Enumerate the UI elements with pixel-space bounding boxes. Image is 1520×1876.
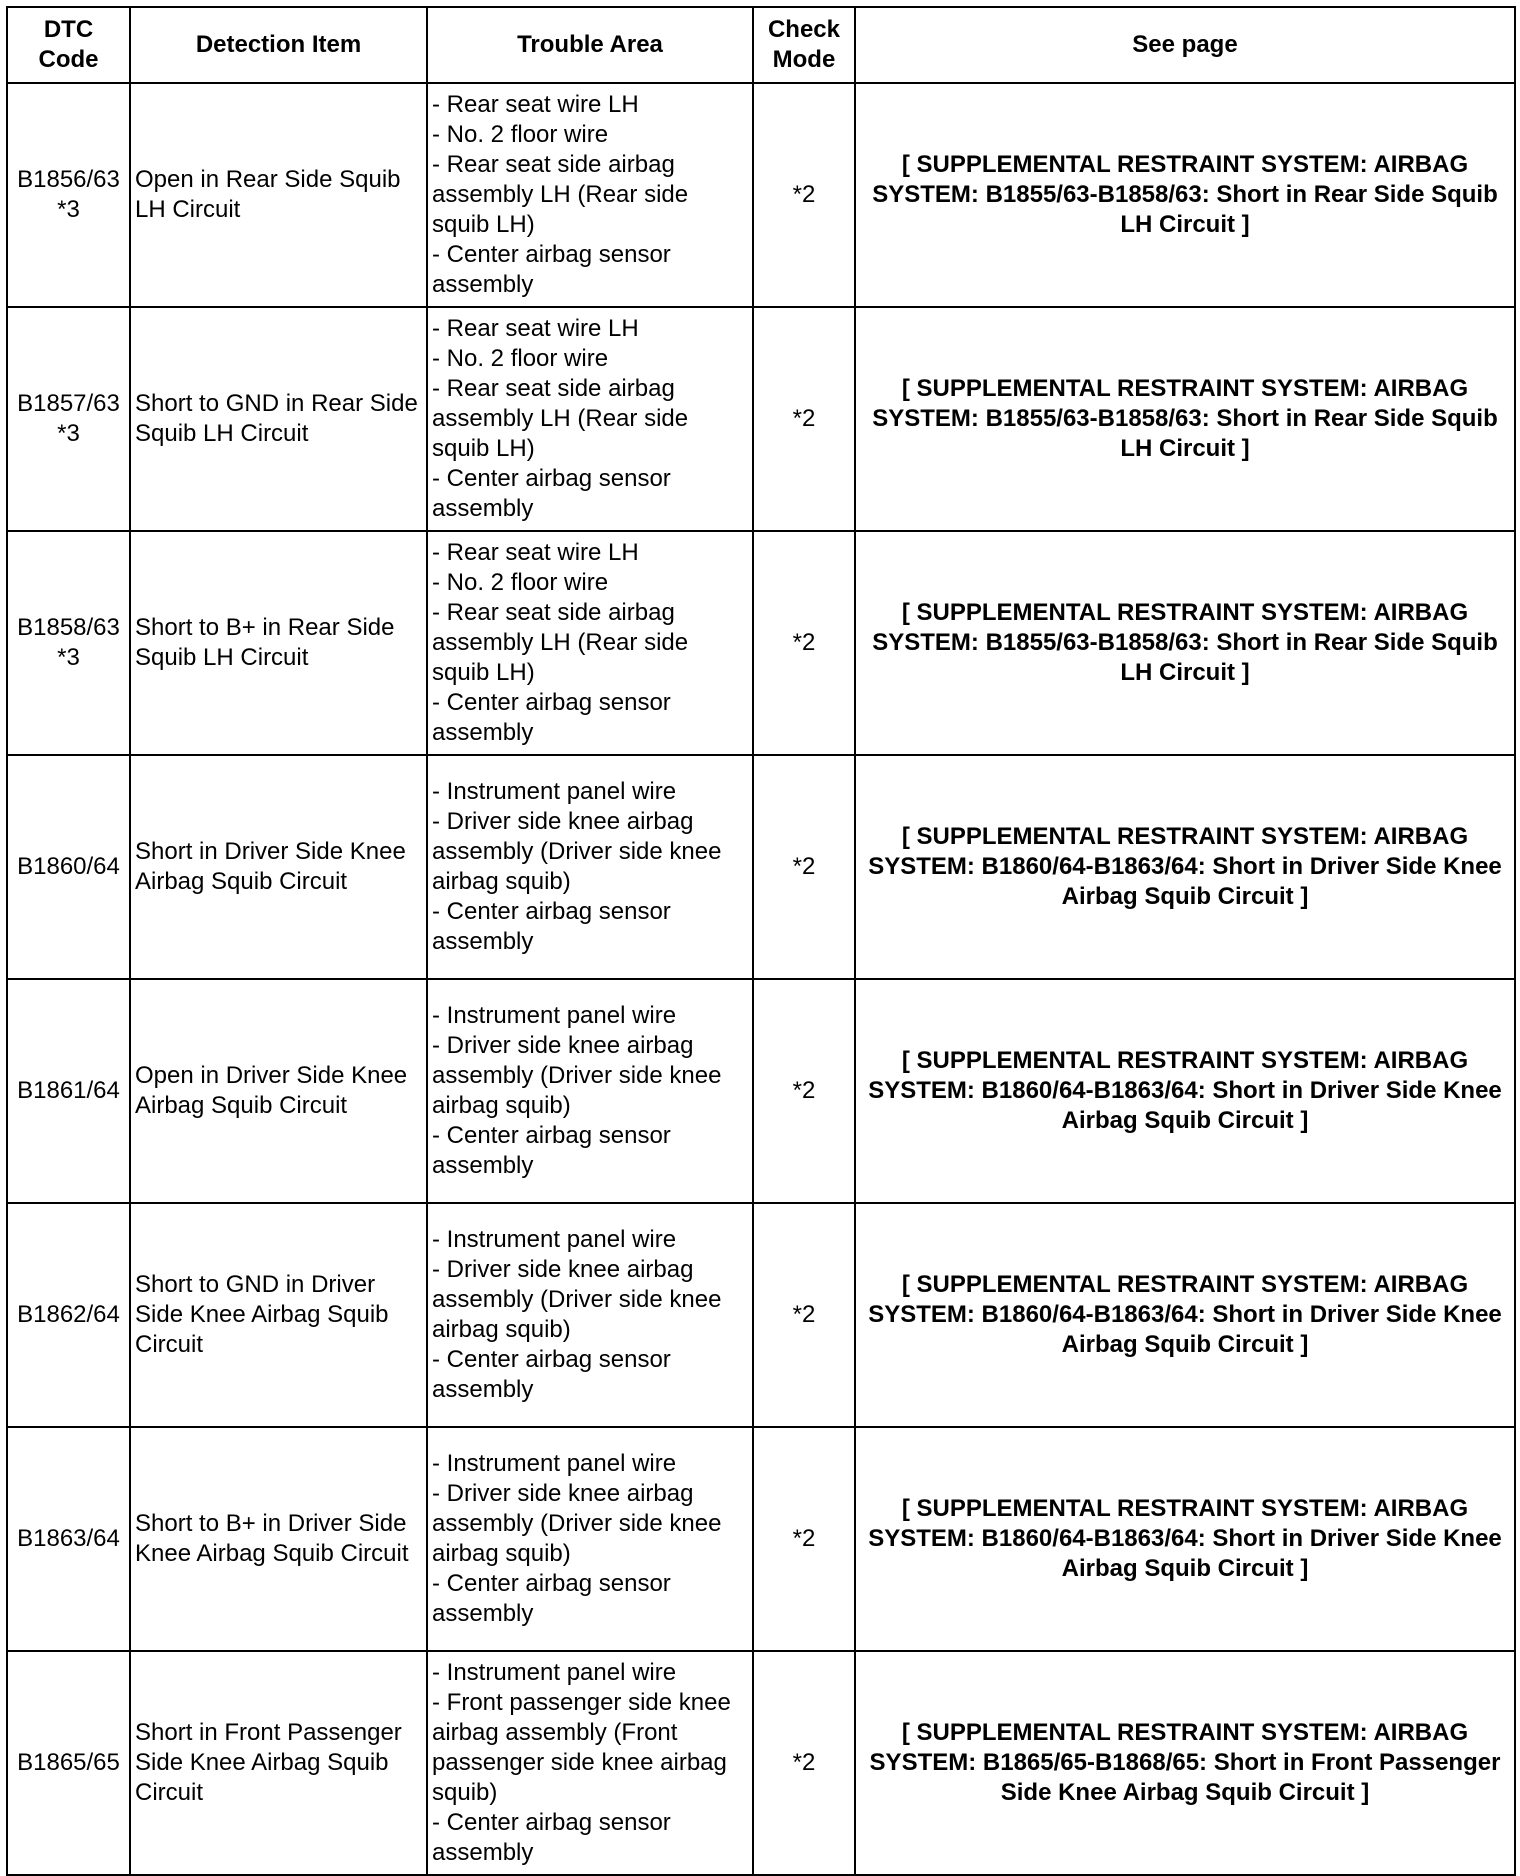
see-page-reference: [ SUPPLEMENTAL RESTRAINT SYSTEM: AIRBAG SYSTEM: B1865/65-B1868/65: Short in Front Passenger Side Knee Airbag Squib Circuit ] bbox=[855, 1651, 1515, 1875]
dtc-code-cell bbox=[7, 979, 130, 1203]
trouble-area-line: - Instrument panel wire bbox=[432, 1450, 677, 1477]
dtc-code-cell bbox=[7, 1651, 130, 1875]
trouble-area-line: assembly bbox=[432, 928, 534, 955]
trouble-area-line: squib) bbox=[432, 1779, 498, 1806]
header-dtc-code bbox=[7, 7, 130, 83]
detection-item-cell: Short in Driver Side Knee Airbag Squib Circuit bbox=[130, 755, 427, 979]
trouble-area-line: - Center airbag sensor bbox=[432, 465, 671, 492]
trouble-area-line: passenger side knee airbag bbox=[432, 1749, 727, 1776]
dtc-table bbox=[6, 6, 1516, 1876]
dtc-code-cell bbox=[7, 1427, 130, 1651]
trouble-area-line: assembly bbox=[432, 719, 534, 746]
header-check-mode-line-2: Mode bbox=[772, 46, 836, 73]
dtc-code: B1856/63 bbox=[17, 166, 120, 193]
detection-item-cell: Short to B+ in Driver Side Knee Airbag Squib Circuit bbox=[130, 1427, 427, 1651]
dtc-code-cell bbox=[7, 531, 130, 755]
header-dtc-code-line-1: DTC bbox=[43, 16, 94, 43]
trouble-area-line: - Rear seat side airbag bbox=[432, 375, 675, 402]
trouble-area-line: - Center airbag sensor bbox=[432, 1570, 671, 1597]
header-see-page: See page bbox=[855, 7, 1515, 83]
dtc-code: B1858/63 bbox=[17, 614, 120, 641]
trouble-area-line: - No. 2 floor wire bbox=[432, 121, 609, 148]
table-row bbox=[7, 1651, 1515, 1875]
trouble-area-line: assembly (Driver side knee bbox=[432, 1062, 722, 1089]
trouble-area-line: - Center airbag sensor bbox=[432, 1346, 671, 1373]
trouble-area-line: - No. 2 floor wire bbox=[432, 569, 609, 596]
trouble-area-cell bbox=[427, 1651, 753, 1875]
dtc-code: B1865/65 bbox=[17, 1749, 120, 1776]
dtc-code-cell bbox=[7, 83, 130, 307]
dtc-code-cell bbox=[7, 755, 130, 979]
see-page-reference: [ SUPPLEMENTAL RESTRAINT SYSTEM: AIRBAG SYSTEM: B1860/64-B1863/64: Short in Driver Side Knee Airbag Squib Circuit ] bbox=[855, 755, 1515, 979]
dtc-code: *3 bbox=[57, 196, 80, 223]
detection-item-cell: Open in Rear Side Squib LH Circuit bbox=[130, 83, 427, 307]
see-page-reference: [ SUPPLEMENTAL RESTRAINT SYSTEM: AIRBAG SYSTEM: B1860/64-B1863/64: Short in Driver Side Knee Airbag Squib Circuit ] bbox=[855, 1427, 1515, 1651]
dtc-code: B1860/64 bbox=[17, 853, 120, 880]
trouble-area-line: assembly bbox=[432, 1600, 534, 1627]
trouble-area-line: - Rear seat wire LH bbox=[432, 315, 639, 342]
trouble-area-line: assembly bbox=[432, 1839, 534, 1866]
header-row bbox=[7, 7, 1515, 83]
trouble-area-line: - Rear seat side airbag bbox=[432, 151, 675, 178]
see-page-reference: [ SUPPLEMENTAL RESTRAINT SYSTEM: AIRBAG SYSTEM: B1860/64-B1863/64: Short in Driver Side Knee Airbag Squib Circuit ] bbox=[855, 979, 1515, 1203]
detection-item-cell: Short to GND in Driver Side Knee Airbag Squib Circuit bbox=[130, 1203, 427, 1427]
trouble-area-cell bbox=[427, 1203, 753, 1427]
trouble-area-line: airbag assembly (Front bbox=[432, 1719, 678, 1746]
dtc-code: B1857/63 bbox=[17, 390, 120, 417]
header-trouble-area: Trouble Area bbox=[427, 7, 753, 83]
trouble-area-line: - Instrument panel wire bbox=[432, 1226, 677, 1253]
dtc-code-cell bbox=[7, 1203, 130, 1427]
trouble-area-line: assembly bbox=[432, 495, 534, 522]
check-mode-cell: *2 bbox=[753, 755, 855, 979]
detection-item-cell: Short to B+ in Rear Side Squib LH Circuit bbox=[130, 531, 427, 755]
trouble-area-line: - Driver side knee airbag bbox=[432, 1256, 694, 1283]
check-mode-cell: *2 bbox=[753, 979, 855, 1203]
trouble-area-line: - Driver side knee airbag bbox=[432, 808, 694, 835]
table-row bbox=[7, 83, 1515, 307]
dtc-code: B1862/64 bbox=[17, 1301, 120, 1328]
trouble-area-line: assembly LH (Rear side bbox=[432, 181, 689, 208]
table-row bbox=[7, 531, 1515, 755]
check-mode-cell: *2 bbox=[753, 307, 855, 531]
trouble-area-line: airbag squib) bbox=[432, 1540, 571, 1567]
trouble-area-line: - Rear seat wire LH bbox=[432, 539, 639, 566]
trouble-area-line: - Center airbag sensor bbox=[432, 241, 671, 268]
trouble-area-line: assembly (Driver side knee bbox=[432, 1286, 722, 1313]
header-dtc-code-line-2: Code bbox=[38, 46, 99, 73]
table-row bbox=[7, 979, 1515, 1203]
trouble-area-line: - Driver side knee airbag bbox=[432, 1032, 694, 1059]
trouble-area-line: - Center airbag sensor bbox=[432, 689, 671, 716]
header-detection-item: Detection Item bbox=[130, 7, 427, 83]
trouble-area-line: - Rear seat wire LH bbox=[432, 91, 639, 118]
check-mode-cell: *2 bbox=[753, 1427, 855, 1651]
detection-item-cell: Short in Front Passenger Side Knee Airbag Squib Circuit bbox=[130, 1651, 427, 1875]
trouble-area-cell bbox=[427, 531, 753, 755]
check-mode-cell: *2 bbox=[753, 1651, 855, 1875]
detection-item-cell: Open in Driver Side Knee Airbag Squib Circuit bbox=[130, 979, 427, 1203]
dtc-code: *3 bbox=[57, 644, 80, 671]
trouble-area-cell bbox=[427, 307, 753, 531]
trouble-area-line: airbag squib) bbox=[432, 1316, 571, 1343]
table-row bbox=[7, 1203, 1515, 1427]
see-page-reference: [ SUPPLEMENTAL RESTRAINT SYSTEM: AIRBAG SYSTEM: B1855/63-B1858/63: Short in Rear Side Squib LH Circuit ] bbox=[855, 307, 1515, 531]
trouble-area-line: - Instrument panel wire bbox=[432, 778, 677, 805]
trouble-area-line: assembly bbox=[432, 1152, 534, 1179]
trouble-area-line: squib LH) bbox=[432, 435, 535, 462]
trouble-area-line: squib LH) bbox=[432, 659, 535, 686]
dtc-code: B1863/64 bbox=[17, 1525, 120, 1552]
trouble-area-line: - Driver side knee airbag bbox=[432, 1480, 694, 1507]
trouble-area-line: assembly (Driver side knee bbox=[432, 838, 722, 865]
trouble-area-line: - No. 2 floor wire bbox=[432, 345, 609, 372]
trouble-area-line: - Center airbag sensor bbox=[432, 898, 671, 925]
trouble-area-line: - Instrument panel wire bbox=[432, 1002, 677, 1029]
trouble-area-line: - Rear seat side airbag bbox=[432, 599, 675, 626]
table-row bbox=[7, 1427, 1515, 1651]
dtc-code: *3 bbox=[57, 420, 80, 447]
check-mode-cell: *2 bbox=[753, 1203, 855, 1427]
header-check-mode bbox=[753, 7, 855, 83]
trouble-area-line: squib LH) bbox=[432, 211, 535, 238]
table-body bbox=[7, 83, 1515, 1875]
trouble-area-line: - Front passenger side knee bbox=[432, 1689, 731, 1716]
trouble-area-line: assembly bbox=[432, 1376, 534, 1403]
table-row bbox=[7, 755, 1515, 979]
dtc-code: B1861/64 bbox=[17, 1077, 120, 1104]
dtc-code-cell bbox=[7, 307, 130, 531]
trouble-area-line: - Center airbag sensor bbox=[432, 1809, 671, 1836]
trouble-area-line: assembly LH (Rear side bbox=[432, 629, 689, 656]
trouble-area-cell bbox=[427, 755, 753, 979]
trouble-area-line: - Instrument panel wire bbox=[432, 1659, 677, 1686]
header-check-mode-line-1: Check bbox=[767, 16, 841, 43]
trouble-area-cell bbox=[427, 979, 753, 1203]
see-page-reference: [ SUPPLEMENTAL RESTRAINT SYSTEM: AIRBAG SYSTEM: B1855/63-B1858/63: Short in Rear Side Squib LH Circuit ] bbox=[855, 531, 1515, 755]
see-page-reference: [ SUPPLEMENTAL RESTRAINT SYSTEM: AIRBAG SYSTEM: B1860/64-B1863/64: Short in Driver Side Knee Airbag Squib Circuit ] bbox=[855, 1203, 1515, 1427]
trouble-area-line: airbag squib) bbox=[432, 1092, 571, 1119]
trouble-area-cell bbox=[427, 1427, 753, 1651]
table-row bbox=[7, 307, 1515, 531]
check-mode-cell: *2 bbox=[753, 83, 855, 307]
trouble-area-cell bbox=[427, 83, 753, 307]
trouble-area-line: assembly bbox=[432, 271, 534, 298]
trouble-area-line: airbag squib) bbox=[432, 868, 571, 895]
check-mode-cell: *2 bbox=[753, 531, 855, 755]
detection-item-cell: Short to GND in Rear Side Squib LH Circuit bbox=[130, 307, 427, 531]
trouble-area-line: assembly (Driver side knee bbox=[432, 1510, 722, 1537]
trouble-area-line: - Center airbag sensor bbox=[432, 1122, 671, 1149]
trouble-area-line: assembly LH (Rear side bbox=[432, 405, 689, 432]
see-page-reference: [ SUPPLEMENTAL RESTRAINT SYSTEM: AIRBAG SYSTEM: B1855/63-B1858/63: Short in Rear Side Squib LH Circuit ] bbox=[855, 83, 1515, 307]
